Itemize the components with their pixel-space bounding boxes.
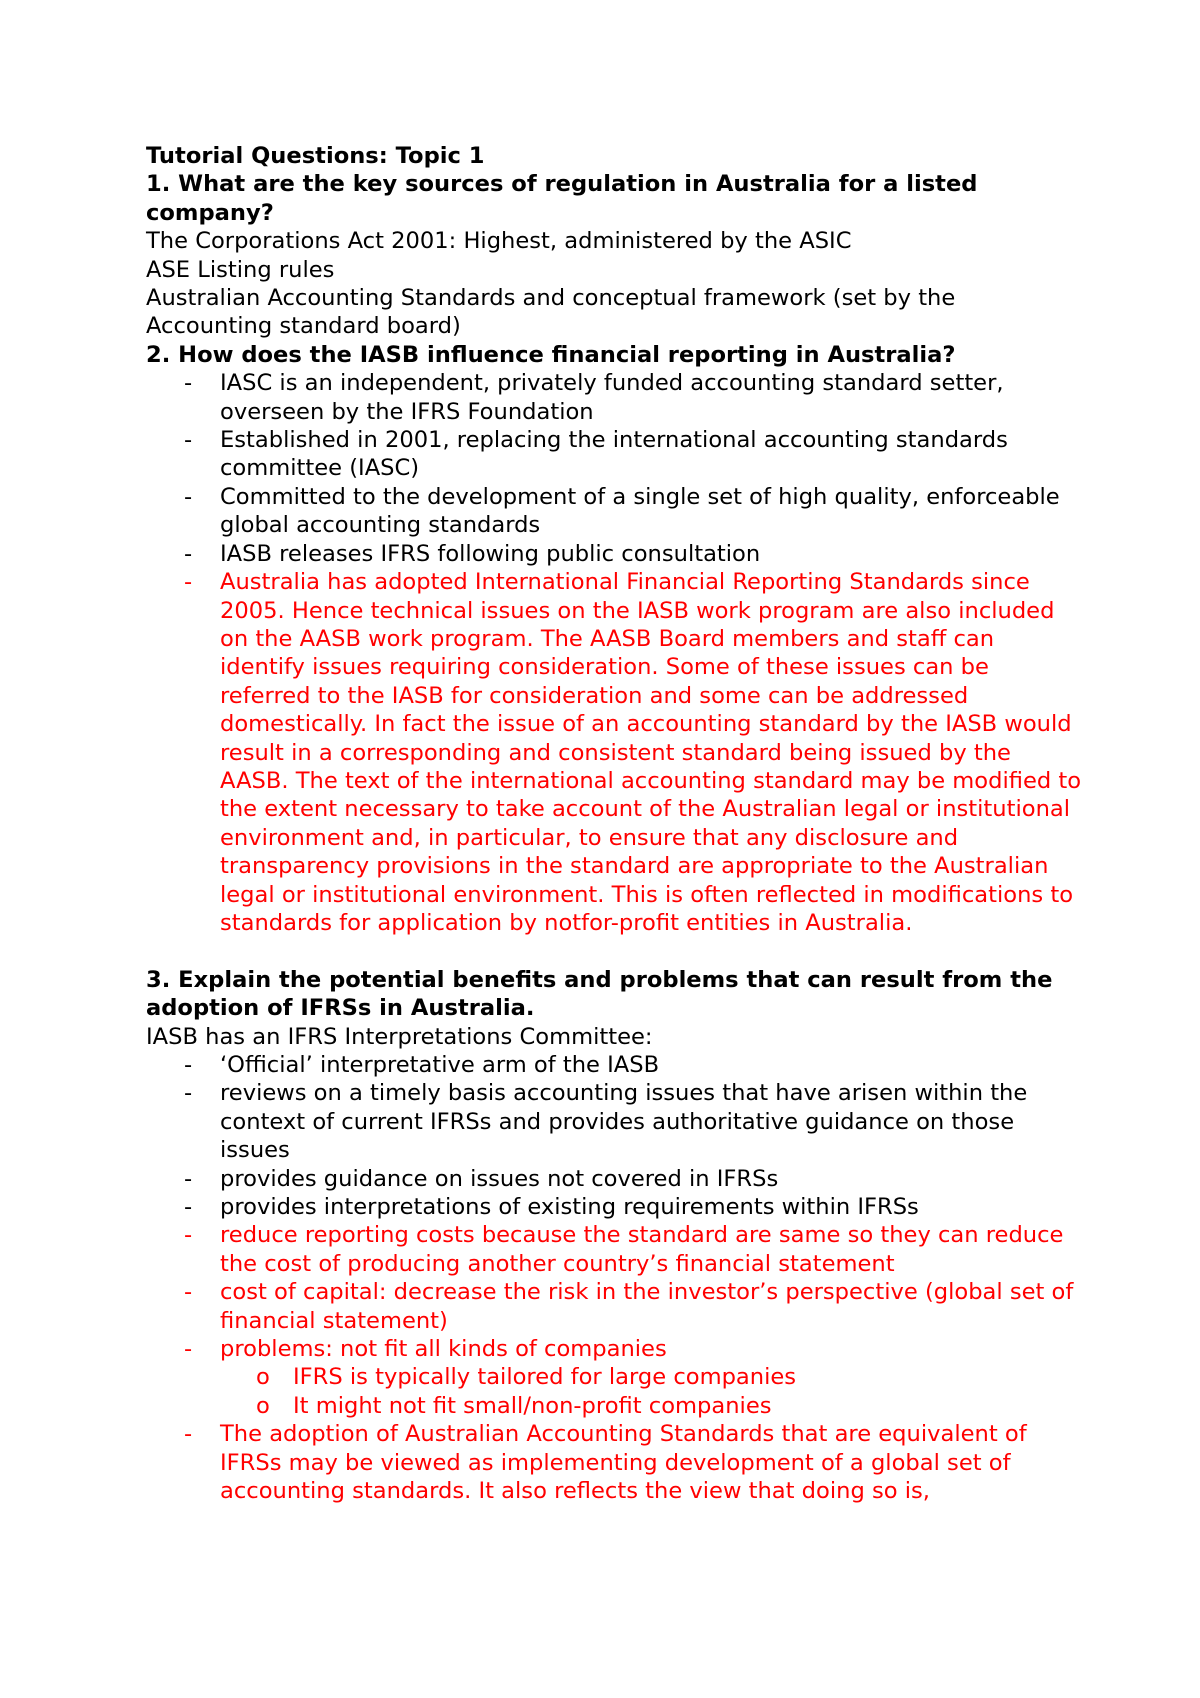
list-item-text: IASC is an independent, privately funded accounting standard setter, overseen by the IFRS Foundation	[220, 370, 1004, 425]
page-title: Tutorial Questions: Topic 1	[146, 143, 485, 169]
dash-marker: -	[184, 1336, 193, 1363]
sub-list-item	[146, 1363, 1086, 1391]
spacer	[146, 937, 1086, 965]
dash-marker: -	[184, 569, 193, 596]
q3-intro: IASB has an IFRS Interpretations Committee:	[146, 1023, 653, 1050]
question-2-heading: 2. How does the IASB influence financial reporting in Australia?	[146, 341, 956, 368]
q1-line: Australian Accounting Standards and conceptual framework (set by the Accounting standard board)	[146, 285, 956, 340]
question-3-heading: 3. Explain the potential benefits and problems that can result from the adoption of IFRSs in Australia.	[146, 966, 1053, 1022]
list-item	[146, 540, 1086, 568]
list-item-answer	[146, 1335, 1086, 1363]
list-item	[146, 1193, 1086, 1221]
dash-marker: -	[184, 370, 193, 397]
dash-marker: -	[184, 1421, 193, 1448]
list-item-text: reviews on a timely basis accounting issues that have arisen within the context of current IFRSs and provides authoritative guidance on those issues	[220, 1080, 1028, 1164]
answer-text: problems: not fit all kinds of companies	[220, 1336, 667, 1363]
sub-list-item	[146, 1392, 1086, 1420]
list-item-text: IASB releases IFRS following public consultation	[220, 540, 761, 567]
dash-marker: -	[184, 540, 193, 567]
circle-marker: o	[256, 1364, 270, 1391]
dash-marker: -	[184, 1165, 193, 1192]
list-item-text: provides interpretations of existing requirements within IFRSs	[220, 1194, 919, 1221]
sub-list-item-text: IFRS is typically tailored for large companies	[293, 1364, 797, 1391]
q1-line: ASE Listing rules	[146, 256, 335, 283]
q2-bullet-list	[146, 369, 1086, 937]
list-item-answer	[146, 568, 1086, 937]
list-item	[146, 483, 1086, 540]
answer-text: The adoption of Australian Accounting Standards that are equivalent of IFRSs may be viewed as implementing development of a global set of accounting standards. It also reflects the view that doing so is,	[220, 1421, 1027, 1505]
list-item	[146, 426, 1086, 483]
answer-text: reduce reporting costs because the standard are same so they can reduce the cost of producing another country’s financial statement	[220, 1222, 1064, 1277]
circle-marker: o	[256, 1392, 270, 1419]
dash-marker: -	[184, 1279, 193, 1306]
list-item	[146, 1079, 1086, 1164]
dash-marker: -	[184, 1051, 193, 1078]
answer-text: cost of capital: decrease the risk in the investor’s perspective (global set of financial statement)	[220, 1279, 1074, 1334]
dash-marker: -	[184, 427, 193, 454]
q3-bullet-list	[146, 1051, 1086, 1363]
answer-text: Australia has adopted International Financial Reporting Standards since 2005. Hence technical issues on the IASB work program are also included on the AASB work program. The AASB Board members and staff can identify issues requiring consideration. Some of these issues can be referred to the IASB for consideration and some can be addressed domestically. In fact the issue of an accounting standard by the IASB would result in a corresponding and consistent standard being issued by the AASB. The text of the international accounting standard may be modified to the extent necessary to take account of the Australian legal or institutional environment and, in particular, to ensure that any disclosure and transparency provisions in the standard are appropriate to the Australian legal or institutional environment. This is often reflected in modifications to standards for application by notfor-profit entities in Australia.	[220, 569, 1082, 936]
dash-marker: -	[184, 483, 193, 510]
list-item-answer	[146, 1221, 1086, 1278]
list-item-answer	[146, 1420, 1086, 1505]
list-item-text: Established in 2001, replacing the international accounting standards committee (IASC)	[220, 427, 1008, 482]
dash-marker: -	[184, 1080, 193, 1107]
sub-list-item-text: It might not fit small/non-profit companies	[293, 1392, 772, 1419]
list-item	[146, 1051, 1086, 1079]
list-item	[146, 369, 1086, 426]
q3-final-bullet-list	[146, 1420, 1086, 1505]
dash-marker: -	[184, 1194, 193, 1221]
q3-sub-bullet-list	[146, 1363, 1086, 1420]
list-item-answer	[146, 1278, 1086, 1335]
dash-marker: -	[184, 1222, 193, 1249]
list-item-text: provides guidance on issues not covered in IFRSs	[220, 1165, 779, 1192]
list-item-text: Committed to the development of a single set of high quality, enforceable global accounting standards	[220, 483, 1060, 539]
list-item	[146, 1165, 1086, 1193]
document-page	[146, 142, 1086, 1505]
q1-line: The Corporations Act 2001: Highest, administered by the ASIC	[146, 228, 852, 255]
list-item-text: ‘Official’ interpretative arm of the IASB	[220, 1051, 660, 1078]
question-1-heading: 1. What are the key sources of regulation in Australia for a listed company?	[146, 171, 978, 226]
